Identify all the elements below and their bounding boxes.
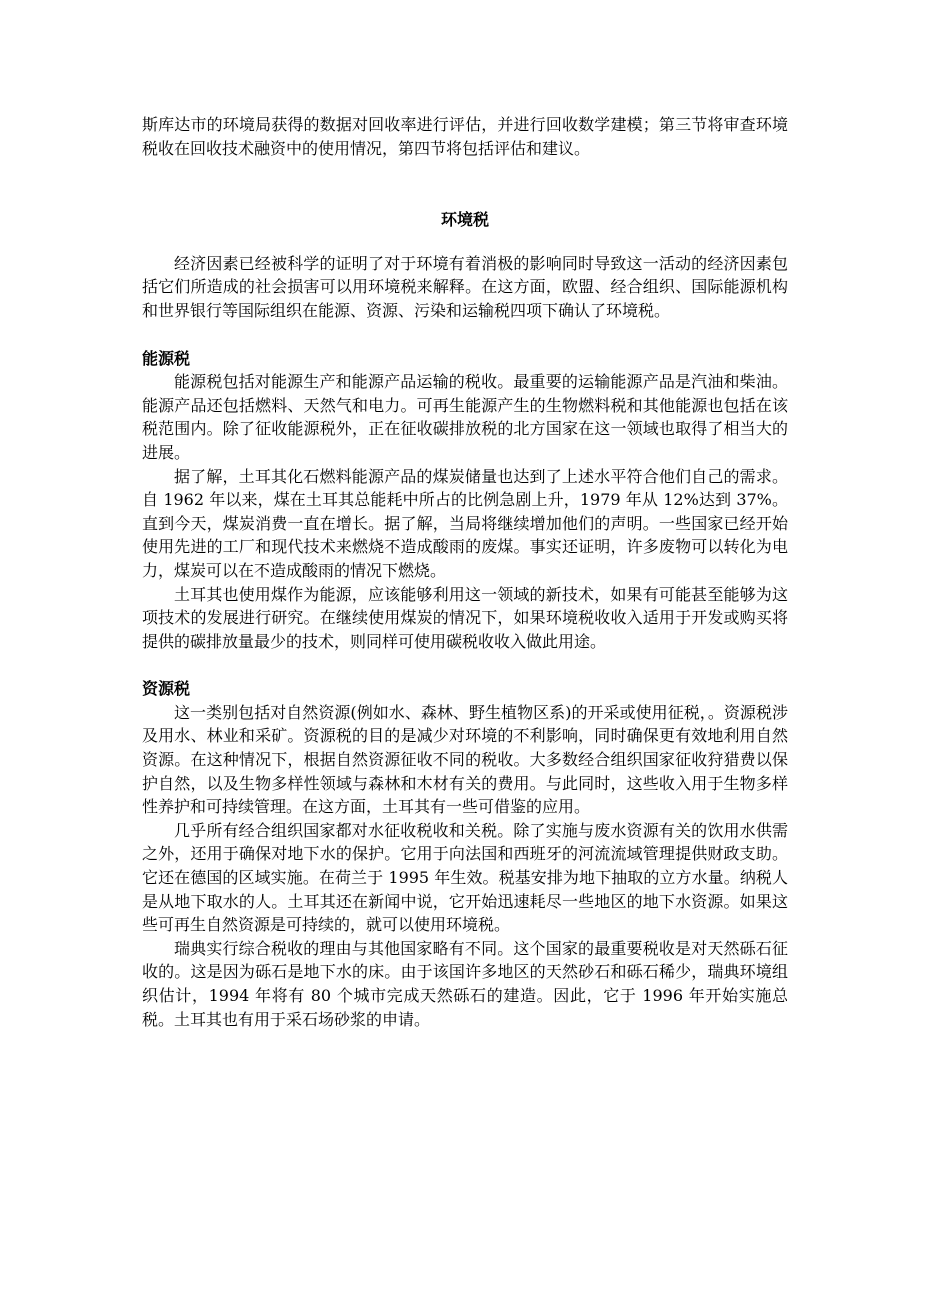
heading-resource-tax: 资源税 <box>142 679 191 699</box>
environmental-tax-paragraph: 经济因素已经被科学的证明了对于环境有着消极的影响同时导致这一活动的经济因素包括它们所造成的社会损害可以用环境税来解释。在这方面，欧盟、经合组织、国际能源机构和世界银行等国际组织在能源、资源、污染和运输税四项下确认了环境税。 <box>142 253 788 320</box>
heading-energy-tax: 能源税 <box>142 348 191 368</box>
spacer <box>142 232 788 252</box>
resource-tax-paragraph-1: 这一类别包括对自然资源(例如水、森林、野生植物区系)的开采或使用征税，。资源税涉及用水、林业和采矿。资源税的目的是减少对环境的不利影响，同时确保更有效地利用自然资源。在这种情况下，根据自然资源征收不同的税收。大多数经合组织国家征收狩猎费以保护自然，以及生物多样性领域与森林和木材有关的费用。与此同时，这些收入用于生物多样性养护和可持续管理。在这方面，土耳其有一些可借鉴的应用。 <box>142 702 788 817</box>
document-page <box>142 113 788 1031</box>
section-title-environmental-tax: 环境税 <box>440 210 489 230</box>
energy-tax-paragraph-2: 据了解，土耳其化石燃料能源产品的煤炭储量也达到了上述水平符合他们自己的需求。自 1962 年以来，煤在土耳其总能耗中所占的比例急剧上升，1979 年从 12%达到 37%。直到今天，煤炭消费一直在增长。据了解，当局将继续增加他们的声明。一些国家已经开始使用先进的工厂和现代技术来燃烧不造成酸雨的废煤。事实还证明，许多废物可以转化为电力，煤炭可以在不造成酸雨的情况下燃烧。 <box>142 466 788 580</box>
resource-tax-paragraph-2: 几乎所有经合组织国家都对水征收税收和关税。除了实施与废水资源有关的饮用水供需之外，还用于确保对地下水的保护。它用于向法国和西班牙的河流流域管理提供财政支助。它还在德国的区域实施。在荷兰于 1995 年生效。税基安排为地下抽取的立方水量。纳税人是从地下取水的人。土耳其还在新闻中说，它开始迅速耗尽一些地区的地下水资源。如果这些可再生自然资源是可持续的，就可以使用环境税。 <box>142 820 788 935</box>
energy-tax-paragraph-3: 土耳其也使用煤作为能源，应该能够利用这一领域的新技术，如果有可能甚至能够为这项技术的发展进行研究。在继续使用煤炭的情况下，如果环境税收收入适用于开发或购买将提供的碳排放量最少的技术，则同样可使用碳税收收入做此用途。 <box>142 584 788 651</box>
spacer <box>142 160 788 208</box>
energy-tax-paragraph-1: 能源税包括对能源生产和能源产品运输的税收。最重要的运输能源产品是汽油和柴油。能源产品还包括燃料、天然气和电力。可再生能源产生的生物燃料税和其他能源也包括在该税范围内。除了征收能源税外，正在征收碳排放税的北方国家在这一领域也取得了相当大的进展。 <box>142 372 788 462</box>
spacer <box>142 653 788 677</box>
resource-tax-paragraph-3: 瑞典实行综合税收的理由与其他国家略有不同。这个国家的最重要税收是对天然砾石征收的。这是因为砾石是地下水的床。由于该国许多地区的天然砂石和砾石稀少，瑞典环境组织估计，1994 年将有 80 个城市完成天然砾石的建造。因此，它于 1996 年开始实施总税。土耳其也有用于采石场砂浆的申请。 <box>142 938 788 1029</box>
intro-paragraph: 斯库达市的环境局获得的数据对回收率进行评估，并进行回收数学建模；第三节将审查环境税收在回收技术融资中的使用情况，第四节将包括评估和建议。 <box>142 115 788 158</box>
spacer <box>142 323 788 347</box>
